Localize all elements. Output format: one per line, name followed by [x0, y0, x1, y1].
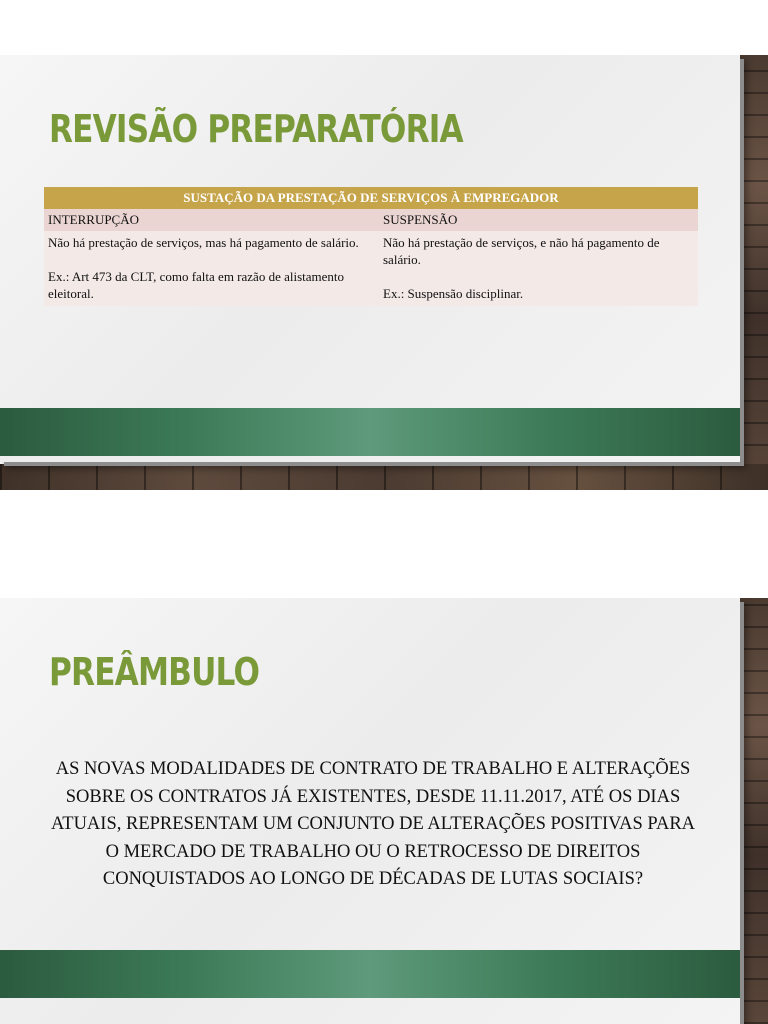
cell-paragraph: Ex.: Suspensão disciplinar. — [383, 286, 524, 301]
footer-band — [0, 408, 740, 456]
slide-card — [0, 598, 740, 1024]
comparison-table — [44, 187, 698, 306]
slide-card — [0, 55, 740, 462]
slide-1 — [0, 55, 768, 490]
footer-band — [0, 950, 740, 998]
slide-title: REVISÃO PREPARATÓRIA — [49, 107, 463, 151]
table-cell-suspensao — [379, 231, 698, 306]
slide-title: PREÂMBULO — [49, 650, 260, 694]
column-header-suspensao: SUSPENSÃO — [379, 209, 698, 231]
slide-2 — [0, 598, 768, 1024]
cell-paragraph: Não há prestação de serviços, e não há pagamento de salário. — [383, 235, 660, 267]
table-caption: SUSTAÇÃO DA PRESTAÇÃO DE SERVIÇOS À EMPREGADOR — [44, 187, 698, 209]
column-header-interrupcao: INTERRUPÇÃO — [44, 209, 379, 231]
preamble-text: AS NOVAS MODALIDADES DE CONTRATO DE TRABALHO E ALTERAÇÕES SOBRE OS CONTRATOS JÁ EXISTENTES, DESDE 11.11.2017, ATÉ OS DIAS ATUAIS, REPRESENTAM UM CONJUNTO DE ALTERAÇÕES POSITIVAS PARA O MERCADO DE TRABALHO OU O RETROCESSO DE DIREITOS CONQUISTADOS AO LONGO DE DÉCADAS DE LUTAS SOCIAIS? — [50, 759, 696, 889]
cell-paragraph: Ex.: Art 473 da CLT, como falta em razão de alistamento eleitoral. — [48, 269, 345, 301]
table-row — [44, 231, 698, 306]
cell-paragraph: Não há prestação de serviços, mas há pagamento de salário. — [48, 235, 359, 250]
brick-wall-background-bottom — [0, 464, 768, 490]
table-cell-interrupcao — [44, 231, 379, 306]
